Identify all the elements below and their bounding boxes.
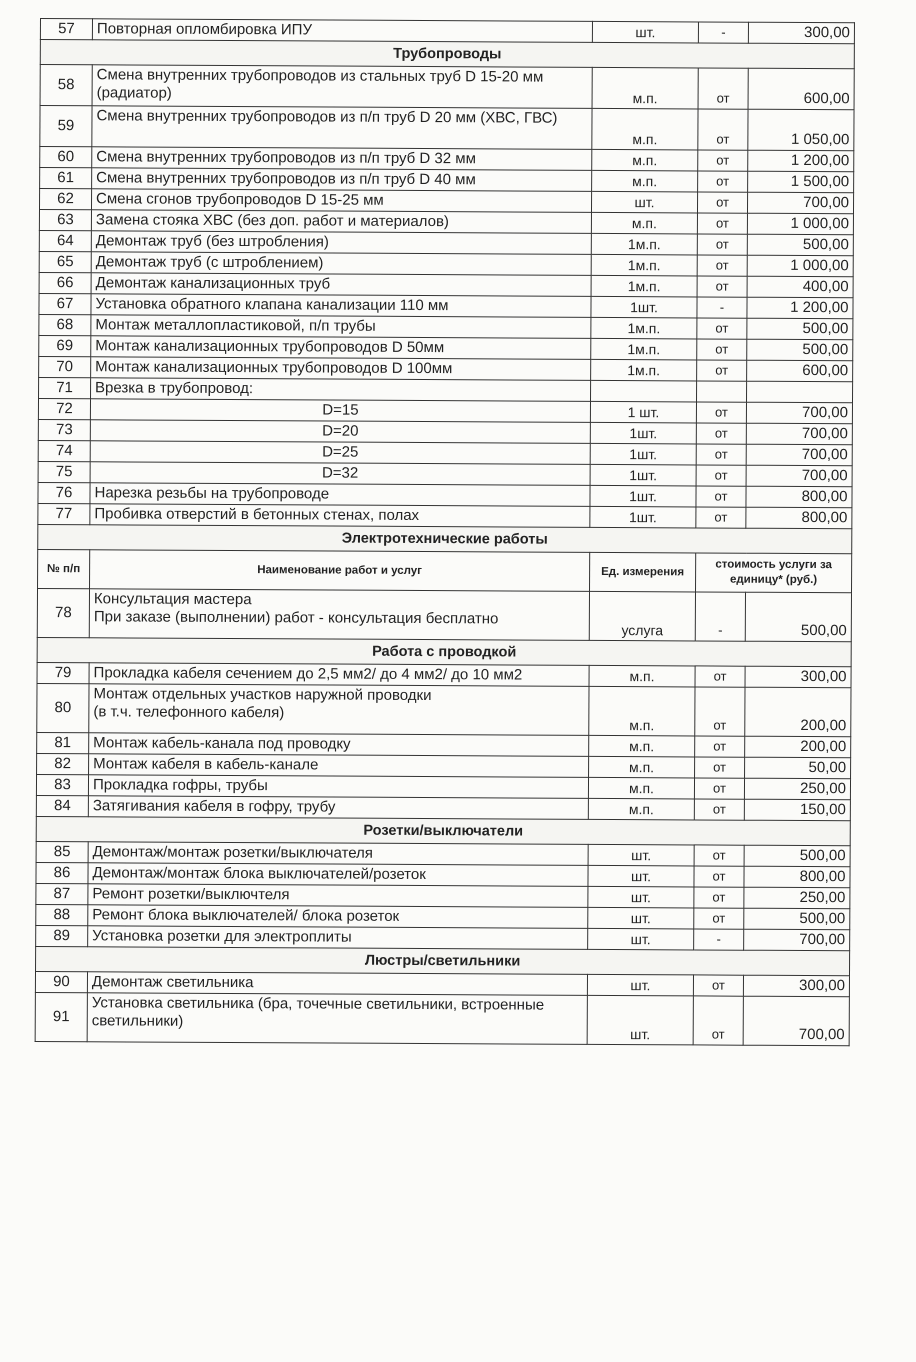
price-value: 500,00 [745,592,851,642]
service-name: Прокладка кабеля сечением до 2,5 мм2/ до 4 мм2/ до 10 мм2 [89,663,589,687]
price-value: 500,00 [744,845,850,867]
section-title: Розетки/выключатели [36,816,850,845]
row-number: 88 [36,904,88,925]
price-qualifier: от [694,908,744,929]
service-name-line: При заказе (выполнении) работ - консультация бесплатно [93,608,499,628]
service-name: Смена внутренних трубопроводов из п/п труб D 32 мм [92,147,592,171]
service-name: Демонтаж труб (с штроблением) [91,252,591,276]
price-qualifier: от [694,778,744,799]
price-qualifier: от [696,486,746,507]
table-row [37,683,851,736]
unit-of-measure: м.п. [592,149,698,171]
service-name: Демонтаж/монтаж розетки/выключателя [88,842,588,866]
row-number: 89 [36,925,88,946]
row-number: 84 [36,795,88,816]
service-name: Ремонт блока выключателей/ блока розеток [88,905,588,929]
unit-of-measure: шт. [587,995,693,1045]
unit-of-measure: м.п. [589,686,695,736]
row-number: 76 [38,482,90,503]
service-name: Демонтаж/монтаж блока выключателей/розеток [88,863,588,887]
price-value: 150,00 [744,799,850,821]
price-value: 500,00 [747,339,853,361]
column-header-row [38,549,852,592]
unit-of-measure: услуга [589,591,695,641]
price-value: 500,00 [747,234,853,256]
table-row [40,65,854,110]
service-name: Установка розетки для электроплиты [88,926,588,950]
unit-of-measure: 1шт. [590,464,696,486]
section-title: Работа с проводкой [37,637,851,666]
row-number: 66 [39,272,91,293]
unit-of-measure: шт. [588,865,694,887]
price-value: 700,00 [743,996,849,1046]
price-qualifier: от [693,975,743,996]
unit-of-measure: м.п. [592,170,698,192]
price-value: 400,00 [747,276,853,298]
unit-of-measure: шт. [587,974,693,996]
price-qualifier: от [694,866,744,887]
price-qualifier: от [695,666,745,687]
service-name: Нарезка резьбы на трубопроводе [90,483,590,507]
unit-of-measure: м.п. [591,212,697,234]
header-unit: Ед. измерения [590,552,696,592]
row-number: 60 [40,147,92,168]
row-number: 77 [38,503,90,524]
price-qualifier: от [696,402,746,423]
header-number: № п/п [38,549,90,588]
price-qualifier: от [694,845,744,866]
service-name: Монтаж канализационных трубопроводов D 50мм [91,336,591,360]
row-number: 57 [40,19,92,40]
service-name: Демонтаж светильника [87,972,587,996]
price-qualifier: от [698,171,748,192]
price-value: 50,00 [745,757,851,779]
price-qualifier: - [694,929,744,950]
service-name: Демонтаж труб (без штробления) [91,231,591,255]
price-qualifier: от [696,465,746,486]
price-value: 600,00 [748,68,854,110]
price-qualifier: от [698,109,748,150]
unit-of-measure: 1м.п. [591,254,697,276]
price-value: 1 000,00 [747,255,853,277]
price-value: 300,00 [748,22,854,44]
price-value: 300,00 [743,975,849,997]
section-title: Трубопроводы [40,40,854,69]
service-name: Смена внутренних трубопроводов из п/п труб D 40 мм [92,168,592,192]
unit-of-measure: 1м.п. [591,233,697,255]
price-qualifier: от [697,192,747,213]
unit-of-measure: м.п. [592,108,698,150]
row-number: 71 [39,377,91,398]
unit-of-measure: шт. [588,928,694,950]
service-name: Установка обратного клапана канализации 110 мм [91,294,591,318]
unit-of-measure: 1шт. [590,422,696,444]
price-value: 250,00 [744,887,850,909]
row-number: 72 [38,398,90,419]
price-qualifier: от [693,996,743,1045]
service-name-line: Консультация мастера [93,590,252,609]
price-qualifier: от [694,887,744,908]
price-qualifier: от [696,444,746,465]
row-number: 91 [35,992,87,1041]
row-number: 85 [36,841,88,862]
unit-of-measure: 1шт. [591,296,697,318]
service-name: D=20 [90,420,590,444]
price-value: 700,00 [747,192,853,214]
price-qualifier: от [695,687,745,736]
row-number: 87 [36,883,88,904]
unit-of-measure: шт. [588,886,694,908]
unit-of-measure: 1м.п. [591,317,697,339]
price-qualifier [696,381,746,402]
price-qualifier: от [698,68,748,109]
row-number: 78 [37,588,89,637]
row-number: 90 [35,971,87,992]
service-name: Затягивания кабеля в гофру, трубу [88,796,588,820]
price-list-sheet [35,18,854,1046]
price-value: 1 000,00 [747,213,853,235]
price-qualifier: от [694,799,744,820]
service-name: Установка светильника (бра, точечные светильники, встроенные светильники) [87,993,587,1045]
price-value: 800,00 [746,507,852,529]
service-name [89,589,589,641]
row-number: 58 [40,65,92,106]
row-number: 81 [37,732,89,753]
unit-of-measure: м.п. [588,798,694,820]
price-value: 700,00 [746,402,852,424]
row-number: 79 [37,662,89,683]
table-row [35,992,849,1045]
service-name-line: Монтаж отдельных участков наружной проводки [93,685,432,705]
price-qualifier: от [697,255,747,276]
service-name: Демонтаж канализационных труб [91,273,591,297]
price-value: 700,00 [746,444,852,466]
service-name: Повторная опломбировка ИПУ [92,19,592,43]
service-name: Смена внутренних трубопроводов из стальных труб D 15-20 мм (радиатор) [92,65,592,109]
unit-of-measure: 1м.п. [591,275,697,297]
price-value: 500,00 [744,908,850,930]
unit-of-measure: м.п. [589,665,695,687]
price-qualifier: - [698,22,748,43]
service-name: Монтаж канализационных трубопроводов D 100мм [91,357,591,381]
row-number: 86 [36,862,88,883]
table-row [40,106,854,151]
service-name [89,684,589,736]
price-value [746,381,852,403]
service-name: Пробивка отверстий в бетонных стенах, полах [90,504,590,528]
header-price: стоимость услуги за единицу* (руб.) [696,553,852,593]
price-qualifier: от [697,339,747,360]
section-title: Электротехнические работы [38,524,852,553]
service-name: Смена сгонов трубопроводов D 15-25 мм [91,189,591,213]
row-number: 59 [40,106,92,147]
service-name: Врезка в трубопровод: [91,378,591,402]
row-number: 61 [40,168,92,189]
row-number: 67 [39,293,91,314]
price-value: 700,00 [746,465,852,487]
price-qualifier: от [696,507,746,528]
service-name: Замена стояка ХВС (без доп. работ и материалов) [91,210,591,234]
unit-of-measure: шт. [591,191,697,213]
price-qualifier: от [696,423,746,444]
unit-of-measure: 1шт. [590,485,696,507]
row-number: 63 [39,210,91,231]
price-value: 1 200,00 [747,297,853,319]
price-value: 800,00 [744,866,850,888]
price-value: 500,00 [747,318,853,340]
price-table [35,18,855,1046]
price-value: 200,00 [745,687,851,737]
service-name: D=25 [90,441,590,465]
service-name: Монтаж металлопластиковой, п/п трубы [91,315,591,339]
row-number: 69 [39,335,91,356]
price-qualifier: от [697,318,747,339]
unit-of-measure: 1шт. [590,443,696,465]
price-qualifier: от [697,213,747,234]
service-name: Монтаж кабель-канала под проводку [89,733,589,757]
price-value: 700,00 [744,929,850,951]
price-value: 200,00 [745,736,851,758]
price-value: 300,00 [745,666,851,688]
row-number: 62 [39,189,91,210]
unit-of-measure: м.п. [588,777,694,799]
unit-of-measure: шт. [588,907,694,929]
price-value: 1 050,00 [748,109,854,151]
unit-of-measure: 1м.п. [591,359,697,381]
service-name: D=15 [90,399,590,423]
header-name: Наименование работ и услуг [90,550,590,592]
row-number: 83 [36,774,88,795]
price-qualifier: от [695,757,745,778]
unit-of-measure: шт. [592,21,698,43]
unit-of-measure: 1 шт. [590,401,696,423]
service-name-line: (в т.ч. телефонного кабеля) [93,703,285,722]
table-row [37,588,851,641]
price-value: 250,00 [744,778,850,800]
row-number: 70 [39,356,91,377]
unit-of-measure: м.п. [592,67,698,109]
row-number: 65 [39,251,91,272]
price-qualifier: - [695,592,745,641]
price-table-body [35,19,854,1046]
service-name: Смена внутренних трубопроводов из п/п труб D 20 мм (ХВС, ГВС) [92,106,592,150]
price-value: 800,00 [746,486,852,508]
row-number: 64 [39,230,91,251]
price-qualifier: от [697,360,747,381]
unit-of-measure [591,380,697,402]
price-value: 700,00 [746,423,852,445]
price-value: 600,00 [747,360,853,382]
unit-of-measure: шт. [588,844,694,866]
row-number: 82 [37,753,89,774]
service-name: Прокладка гофры, трубы [88,775,588,799]
row-number: 80 [37,683,89,732]
price-qualifier: от [697,234,747,255]
row-number: 73 [38,419,90,440]
unit-of-measure: м.п. [589,735,695,757]
row-number: 75 [38,461,90,482]
unit-of-measure: 1шт. [590,506,696,528]
price-qualifier: - [697,297,747,318]
price-qualifier: от [697,276,747,297]
unit-of-measure: 1м.п. [591,338,697,360]
service-name: Ремонт розетки/выключтеля [88,884,588,908]
service-name: Монтаж кабеля в кабель-канале [89,754,589,778]
row-number: 74 [38,440,90,461]
price-qualifier: от [695,736,745,757]
price-value: 1 200,00 [748,150,854,172]
price-value: 1 500,00 [748,171,854,193]
unit-of-measure: м.п. [589,756,695,778]
row-number: 68 [39,314,91,335]
section-title: Люстры/светильники [36,946,850,975]
service-name: D=32 [90,462,590,486]
price-qualifier: от [698,150,748,171]
